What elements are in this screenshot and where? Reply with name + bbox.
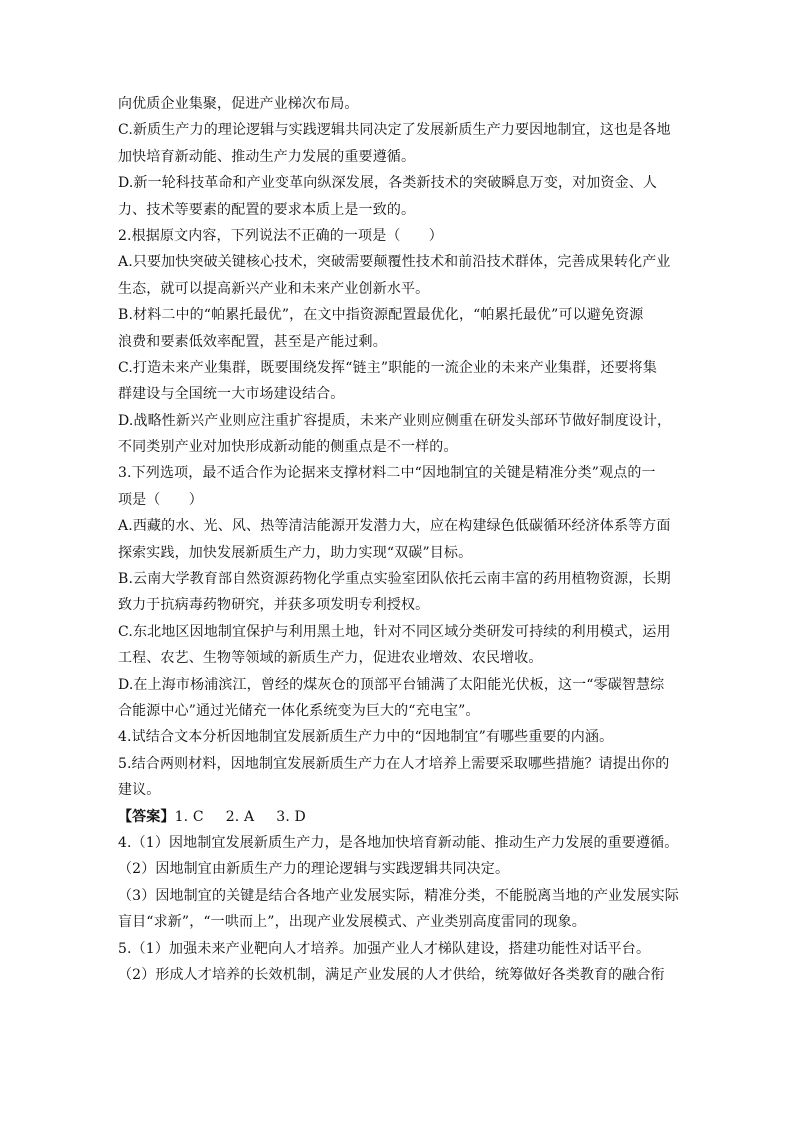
question-5: 5.结合两则材料，因地制宜发展新质生产力在人才培养上需要采取哪些措施？请提出你的 — [118, 755, 670, 772]
text-line: 加快培育新动能、推动生产力发展的重要遵循。 — [118, 148, 416, 165]
answer-5-point-2: （2）形成人才培养的长效机制，满足产业发展的人才供给，统筹做好各类教育的融合衔 — [118, 966, 665, 983]
question-3: 3.下列选项，最不适合作为论据来支撑材料二中“因地制宜的关键是精准分类”观点的一 — [118, 465, 656, 482]
option-c-line: C.打造未来产业集群，既要围绕发挥“链主”职能的一流企业的未来产业集群，还要将集 — [118, 359, 657, 376]
option-c-line: C.新质生产力的理论逻辑与实践逻辑共同决定了发展新质生产力要因地制宜，这也是各地 — [118, 122, 671, 139]
text-line: 向优质企业集聚，促进产业梯次布局。 — [118, 96, 359, 112]
text-line: 力、技术等要素的配置的要求本质上是一致的。 — [118, 201, 416, 218]
text-line: 建议。 — [118, 782, 161, 799]
answer-4-point-3: （3）因地制宜的关键是结合各地产业发展实际，精准分类，不能脱离当地的产业发展实际 — [118, 887, 679, 904]
text-line: 盲目“求新”，“一哄而上”，出现产业发展模式、产业类别高度雷同的现象。 — [118, 914, 586, 931]
answer-4-point-2: （2）因地制宜由新质生产力的理论逻辑与实践逻辑共同决定。 — [118, 861, 510, 878]
option-a-line: A.西藏的水、光、风、热等清洁能源开发潜力大，应在构建绿色低碳循环经济体系等方面 — [118, 518, 671, 535]
option-d-line: D.新一轮科技革命和产业变革向纵深发展，各类新技术的突破瞬息万变，对加资金、人 — [118, 175, 658, 192]
text-line: 合能源中心”通过光储充一体化系统变为巨大的“充电宝”。 — [118, 702, 480, 719]
question-2: 2.根据原文内容，下列说法不正确的一项是（ ） — [118, 227, 443, 244]
option-b-line: B.材料二中的“帕累托最优”，在文中指资源配置最优化，“帕累托最优”可以避免资源 — [118, 307, 644, 324]
answer-3: 3. D — [276, 808, 306, 825]
answer-4-point-1: 4.（1）因地制宜发展新质生产力，是各地加快培育新动能、推动生产力发展的重要遵循。 — [118, 834, 679, 851]
text-line: 项是（ ） — [118, 491, 203, 508]
text-line: 不同类别产业对加快形成新动能的侧重点是不一样的。 — [118, 439, 458, 456]
text-line: 致力于抗病毒药物研究，并获多项发明专利授权。 — [118, 597, 430, 614]
answer-5-point-1: 5.（1）加强未来产业靶向人才培养。加强产业人才梯队建设，搭建功能性对话平台。 — [118, 940, 651, 957]
question-4: 4.试结合文本分析因地制宜发展新质生产力中的“因地制宜”有哪些重要的内涵。 — [118, 729, 614, 746]
option-d-line: D.在上海市杨浦滨江，曾经的煤灰仓的顶部平台铺满了太阳能光伏板，这一“零碳智慧综 — [118, 676, 665, 693]
text-line: 工程、农艺、生物等领域的新质生产力，促进农业增效、农民增收。 — [118, 650, 543, 667]
answer-label: 【答案】 — [118, 808, 175, 825]
text-line: 群建设与全国统一大市场建设结合。 — [118, 386, 345, 403]
text-line: 探索实践，加快发展新质生产力，助力实现“双碳”目标。 — [118, 544, 473, 561]
option-a-line: A.只要加快突破关键核心技术，突破需要颠覆性技术和前沿技术群体，完善成果转化产业 — [118, 254, 671, 271]
document-page — [118, 91, 680, 988]
answer-1: 1. C — [174, 808, 204, 825]
text-line: 浪费和要素低效率配置，甚至是产能过剩。 — [118, 333, 387, 350]
option-c-line: C.东北地区因地制宜保护与利用黑土地，针对不同区域分类研发可持续的利用模式，运用 — [118, 623, 671, 640]
text-line: 生态，就可以提高新兴产业和未来产业创新水平。 — [118, 280, 430, 297]
option-b-line: B.云南大学教育部自然资源药物化学重点实验室团队依托云南丰富的药用植物资源，长期 — [118, 571, 671, 588]
answer-line — [118, 804, 680, 830]
option-d-line: D.战略性新兴产业则应注重扩容提质，未来产业则应侧重在研发头部环节做好制度设计， — [118, 412, 672, 429]
answer-2: 2. A — [225, 808, 255, 825]
